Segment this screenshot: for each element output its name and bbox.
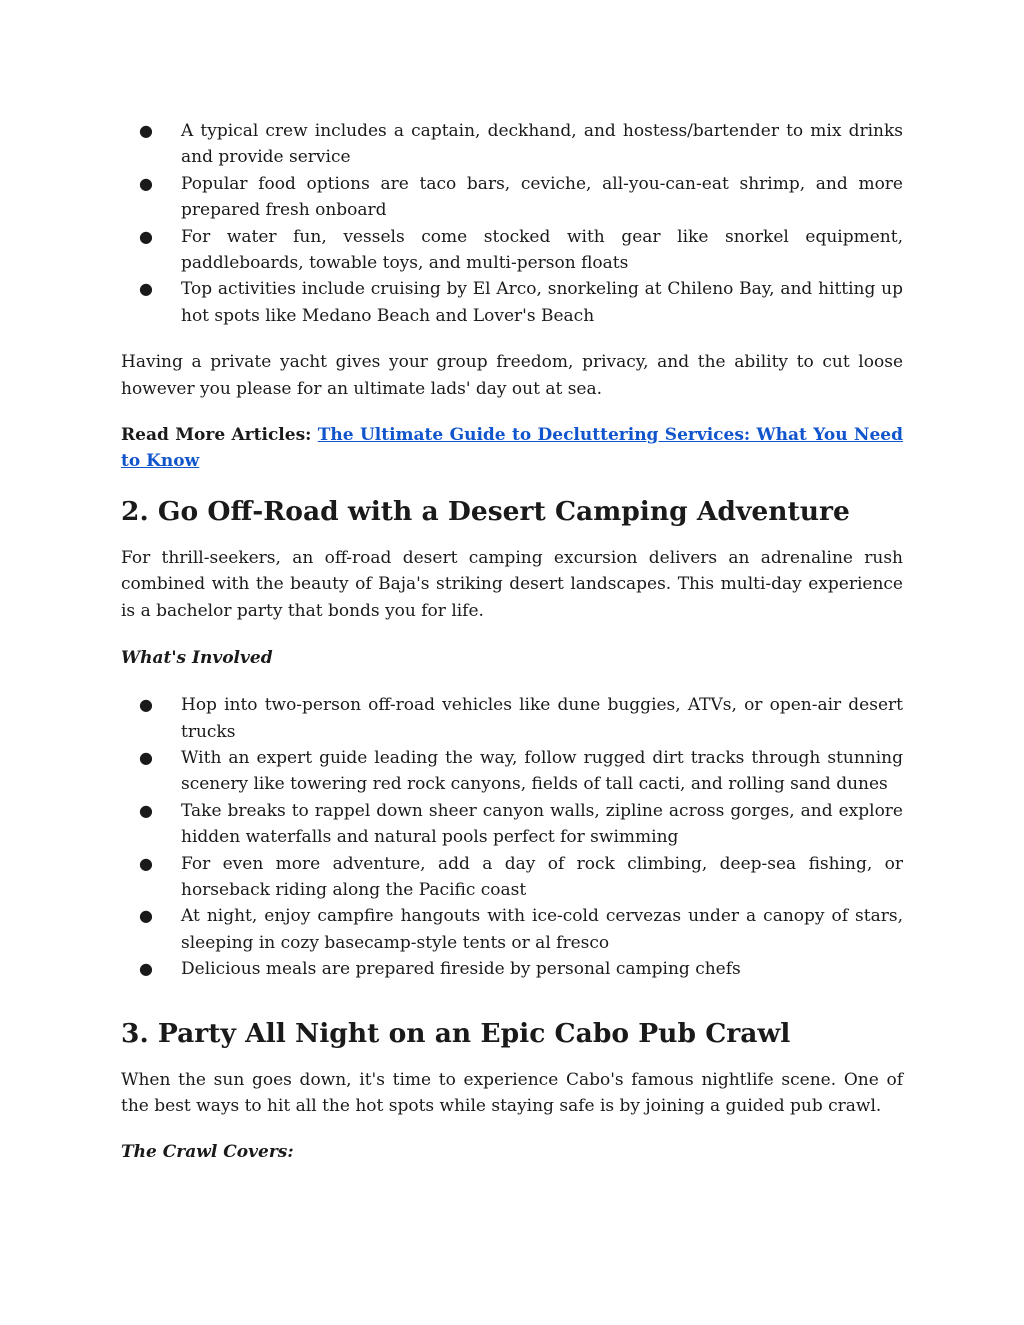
- bullet-icon: ●: [139, 173, 153, 193]
- bullet-icon: ●: [139, 695, 153, 715]
- bullet-icon: ●: [139, 279, 153, 299]
- list-item: ● For water fun, vessels come stocked with gear like snorkel equipment, paddleboards, towable toys, and multi-person floats: [121, 224, 903, 277]
- section-2-heading: 2. Go Off-Road with a Desert Camping Adventure: [121, 495, 850, 527]
- read-more-link[interactable]: The Ultimate Guide to Decluttering Services: What You Need to Know: [121, 425, 903, 472]
- bullet-icon: ●: [139, 747, 153, 767]
- bullet-icon: ●: [139, 800, 153, 820]
- section-3-heading: 3. Party All Night on an Epic Cabo Pub Crawl: [121, 1017, 791, 1049]
- section-2-intro: For thrill-seekers, an off-road desert camping excursion delivers an adrenaline rush combined with the beauty of Baja's striking desert landscapes. This multi-day experience is a bachelor party that bonds you for life.: [121, 547, 903, 621]
- yacht-details-list: [121, 118, 903, 329]
- section-3-intro: When the sun goes down, it's time to experience Cabo's famous nightlife scene. One of the best ways to hit all the hot spots while staying safe is by joining a guided pub crawl.: [121, 1069, 903, 1116]
- list-item: ● At night, enjoy campfire hangouts with ice-cold cervezas under a canopy of stars, sleeping in cozy basecamp-style tents or al fresco: [121, 903, 903, 956]
- bullet-icon: ●: [139, 906, 153, 926]
- list-item: ● Delicious meals are prepared fireside by personal camping chefs: [121, 956, 903, 982]
- document-content: [121, 118, 903, 1165]
- list-item: ● For even more adventure, add a day of rock climbing, deep-sea fishing, or horseback riding along the Pacific coast: [121, 851, 903, 904]
- bullet-icon: ●: [139, 959, 153, 979]
- yacht-paragraph: Having a private yacht gives your group freedom, privacy, and the ability to cut loose however you please for an ultimate lads' day out at sea.: [121, 352, 903, 399]
- desert-activities-list: [121, 692, 903, 982]
- list-item: ● Take breaks to rappel down sheer canyon walls, zipline across gorges, and explore hidden waterfalls and natural pools perfect for swimming: [121, 798, 903, 851]
- read-more-label: Read More Articles:: [121, 425, 312, 446]
- list-item: ● Hop into two-person off-road vehicles like dune buggies, ATVs, or open-air desert trucks: [121, 692, 903, 745]
- list-item: ● A typical crew includes a captain, deckhand, and hostess/bartender to mix drinks and provide service: [121, 118, 903, 171]
- section-3-subheading: The Crawl Covers:: [121, 1142, 294, 1163]
- list-item: ● With an expert guide leading the way, follow rugged dirt tracks through stunning scenery like towering red rock canyons, fields of tall cacti, and rolling sand dunes: [121, 745, 903, 798]
- bullet-icon: ●: [139, 121, 153, 140]
- list-item: ● Popular food options are taco bars, ceviche, all-you-can-eat shrimp, and more prepared fresh onboard: [121, 171, 903, 224]
- bullet-icon: ●: [139, 226, 153, 246]
- read-more: [121, 422, 903, 475]
- bullet-icon: ●: [139, 853, 153, 873]
- list-item: ● Top activities include cruising by El Arco, snorkeling at Chileno Bay, and hitting up hot spots like Medano Beach and Lover's Beach: [121, 276, 903, 329]
- section-2-subheading: What's Involved: [121, 648, 273, 669]
